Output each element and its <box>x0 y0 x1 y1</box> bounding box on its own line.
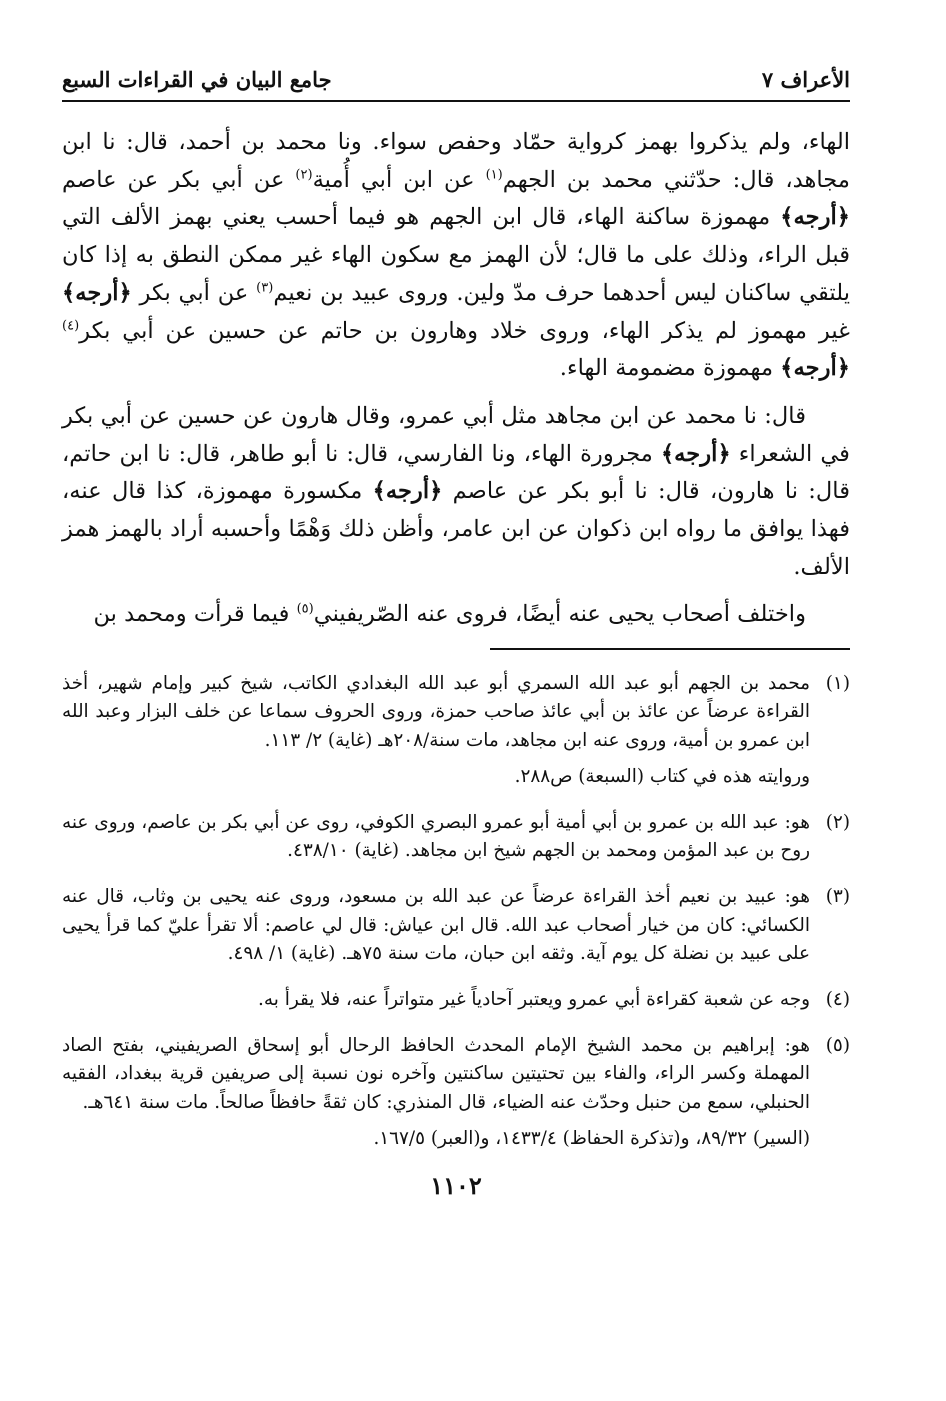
quran-word: ﴿أرجه﴾ <box>372 478 443 505</box>
footnote-number: (٣) <box>825 886 850 908</box>
footnote-ref-2[interactable]: (٢) <box>295 167 313 183</box>
footnote-ref-4[interactable]: (٤) <box>62 317 80 333</box>
text-run: مجرورة الهاء، ونا الفارسي، قال: نا أبو طاهر، قال: نا ابن حاتم، قال: نا هارون، قال: نا أبو بكر عن عاصم <box>62 440 850 505</box>
footnote-5 <box>62 1032 850 1161</box>
footnote-number: (١) <box>825 673 850 695</box>
quran-word: ﴿أرجه﴾ <box>780 204 850 231</box>
footnote-text: هو: عبد الله بن عمرو بن أبي أمية أبو عمرو البصري الكوفي، روى عن أبي بكر بن عاصم، وروى عنه روح بن عبد المؤمن ومحمد بن الجهم شيخ ابن مجاهد. (غاية) ٤٣٨/١٠. <box>62 811 810 862</box>
footnote-body <box>62 986 810 1022</box>
paragraph-2 <box>62 398 850 587</box>
text-run: عن ابن أبي أُمية <box>312 166 486 193</box>
footnote-number: (٢) <box>825 811 850 833</box>
footnote-text: وجه عن شعبة كقراءة أبي عمرو ويعتبر آحادياً غير متواتراً عنه، فلا يقرأ به. <box>258 988 810 1010</box>
footnote-number: (٥) <box>825 1035 850 1057</box>
page-number: ١١٠٢ <box>430 1170 482 1200</box>
footnote-ref-1[interactable]: (١) <box>485 167 503 183</box>
text-run: مكسورة مهموزة، كذا قال عنه، فهذا يوافق ما رواه ابن ذكوان عن ابن عامر، وأظن ذلك وَهْمًا وأحسبه أراد بالهمز همز الألف. <box>62 478 850 580</box>
footnote-3 <box>62 883 850 976</box>
paragraph-1 <box>62 124 850 388</box>
footnote-body <box>62 809 810 873</box>
quran-word: ﴿أرجه﴾ <box>660 440 731 467</box>
footnote-extra: (السير) ٨٩/٣٢، و(تذكرة الحفاظ) ١٤٣٣/٤، و(العبر) ١٦٧/٥. <box>373 1127 810 1149</box>
main-text <box>62 124 850 634</box>
footnote-number: (٤) <box>825 988 850 1010</box>
running-header <box>62 62 850 102</box>
book-page <box>62 62 850 1200</box>
header-book-title: جامع البيان في القراءات السبع <box>62 67 332 92</box>
footnote-body <box>62 670 810 799</box>
text-run: واختلف أصحاب يحيى عنه أيضًا، فروى عنه الصّريفيني <box>313 601 806 628</box>
footnote-body <box>62 883 810 976</box>
header-surah: الأعراف ٧ <box>761 67 850 92</box>
footnote-1 <box>62 670 850 799</box>
footnote-4 <box>62 986 850 1022</box>
footnote-ref-3[interactable]: (٣) <box>256 280 274 296</box>
footnote-text: هو: إبراهيم بن محمد الشيخ الإمام المحدث الحافظ الرحال أبو إسحاق الصريفيني، بفتح الصاد المهملة وكسر الراء، والفاء بين تحتيتين ساكنتين وآخره نون نسبة إلى صريفين قرية ببغداد، الفقيه الحنبلي، سمع من حنبل وحدّث عنه الضياء، قال المنذري: كان ثقةً حافظاً صالحاً. مات سنة ٦٤١هـ. <box>62 1035 810 1113</box>
footnotes <box>62 670 850 1161</box>
quran-word: ﴿أرجه﴾ <box>62 279 132 306</box>
text-run: عن أبي بكر <box>131 279 257 306</box>
footnote-2 <box>62 809 850 873</box>
footnote-body <box>62 1032 810 1161</box>
footnote-text: محمد بن الجهم أبو عبد الله السمري أبو عبد الله البغدادي الكاتب، شيخ كبير وإمام شهير، أخذ القراءة عرضاً عن عائذ بن أبي عائذ صاحب حمزة، وروى الحروف سماعا عن خلف البزار وعبد الله ابن عمرو بن أمية، وروى عنه ابن مجاهد، مات سنة/٢٠٨هـ (غاية) ٢/ ١١٣. <box>62 673 810 751</box>
text-run: فيما قرأت ومحمد بن <box>93 601 297 628</box>
text-run: غير مهموز لم يذكر الهاء، وروى خلاد وهارون بن حاتم عن حسين عن أبي بكر <box>79 317 850 344</box>
text-run: عن أبي بكر عن عاصم <box>62 166 296 193</box>
footnote-extra: وروايته هذه في كتاب (السبعة) ص٢٨٨. <box>514 765 810 787</box>
text-run: مهموزة مضمومة الهاء. <box>559 355 781 382</box>
footnote-ref-5[interactable]: (٥) <box>296 601 314 617</box>
footnote-text: هو: عبيد بن نعيم أخذ القراءة عرضاً عن عبد الله بن مسعود، وروى عنه يحيى بن وثاب، قال عنه الكسائي: كان من خيار أصحاب عبد الله. قال ابن عياش: قال لي عاصم: ألا تقرأ عليّ كما قرأ يحيى على عبيد بن نضلة كل يوم آية. وثقه ابن حبان، مات سنة ٧٥هـ. (غاية) ١/ ٤٩٨. <box>62 886 810 964</box>
quran-word: ﴿أرجه﴾ <box>780 355 850 382</box>
text-run: مهموزة ساكنة الهاء، قال ابن الجهم هو فيما أحسب يعني بهمز الألف التي قبل الراء، وذلك على ما قال؛ لأن الهمز مع سكون الهاء غير ممكن النطق به إذا كان يلتقي ساكنان ليس أحدهما حرف مدّ ولين. وروى عبيد بن نعيم <box>62 204 850 306</box>
paragraph-3 <box>62 596 850 634</box>
footnote-separator <box>490 648 850 650</box>
text-run: قال: نا محمد عن ابن مجاهد مثل أبي عمرو، وقال هارون عن حسين عن أبي بكر في الشعراء <box>62 402 850 467</box>
text-run: الهاء، ولم يذكروا بهمز كرواية حمّاد وحفص سواء. ونا محمد بن أحمد، قال: نا ابن مجاهد، قال: حدّثني محمد بن الجهم <box>62 129 850 193</box>
